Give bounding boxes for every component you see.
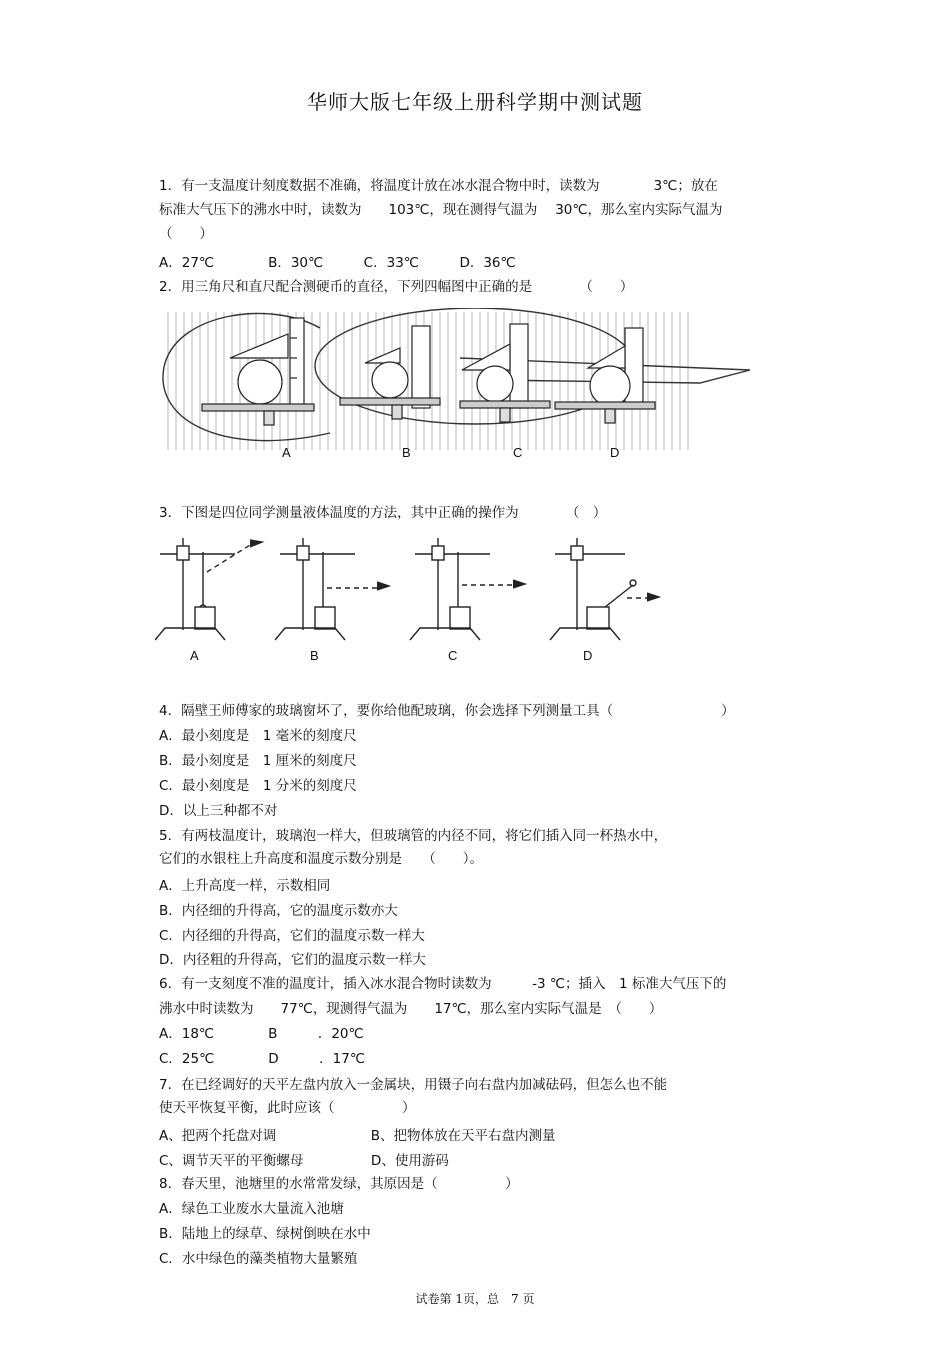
q2-label-d: D xyxy=(610,445,620,460)
page-title: 华师大版七年级上册科学期中测试题 xyxy=(307,90,643,114)
q8-option-a: A．绿色工业废水大量流入池塘 xyxy=(159,1201,344,1217)
q5-option-c: C．内径细的升得高，它们的温度示数一样大 xyxy=(159,928,425,944)
q2-label-c: C xyxy=(513,445,523,460)
q8-text: 8．春天里，池塘里的水常常发绿，其原因是（ ） xyxy=(159,1176,519,1192)
q4-option-d: D．以上三种都不对 xyxy=(159,803,278,819)
q3-label-c: C xyxy=(448,648,458,663)
q2-text: 2．用三角尺和直尺配合测硬币的直径，下列四幅图中正确的是 （ ） xyxy=(159,279,634,295)
q1-line3: （ ） xyxy=(159,226,213,242)
q3-label-d: D xyxy=(583,648,593,663)
q1-line1: 1．有一支温度计刻度数据不准确，将温度计放在冰水混合物中时，读数为 3℃；放在 xyxy=(159,178,718,194)
q4-option-a: A．最小刻度是 1 毫米的刻度尺 xyxy=(159,728,357,744)
q4-text: 4．隔壁王师傅家的玻璃窗坏了，要你给他配玻璃，你会选择下列测量工具（ ） xyxy=(159,703,735,719)
q1-line2: 标准大气压下的沸水中时，读数为 103℃，现在测得气温为 30℃，那么室内实际气温为 xyxy=(159,202,723,218)
q2-label-a: A xyxy=(282,445,291,460)
q7-options-cd: C、调节天平的平衡螺母 D、使用游码 xyxy=(159,1153,449,1169)
q3-label-b: B xyxy=(310,648,319,663)
q8-option-c: C．水中绿色的藻类植物大量繁殖 xyxy=(159,1251,358,1267)
page-footer: 试卷第 1页，总 7 页 xyxy=(415,1292,535,1306)
q5-option-b: B．内径细的升得高，它的温度示数亦大 xyxy=(159,903,398,919)
q5-line1: 5．有两枝温度计，玻璃泡一样大，但玻璃管的内径不同，将它们插入同一杯热水中， xyxy=(159,828,668,844)
q6-line1: 6．有一支刻度不准的温度计，插入冰水混合物时读数为 -3 ℃；插入 1 标准大气压下的 xyxy=(159,976,727,992)
q6-options-cd: C．25℃ D ．17℃ xyxy=(159,1051,365,1067)
q4-option-c: C．最小刻度是 1 分米的刻度尺 xyxy=(159,778,357,794)
q5-option-d: D．内径粗的升得高，它们的温度示数一样大 xyxy=(159,952,426,968)
q6-line2: 沸水中时读数为 77℃，现测得气温为 17℃，那么室内实际气温是 （ ） xyxy=(159,1001,663,1017)
q5-line2: 它们的水银柱上升高度和温度示数分别是 （ ）。 xyxy=(159,851,483,867)
q1-options: A．27℃ B．30℃ C．33℃ D．36℃ xyxy=(159,255,516,271)
q2-label-b: B xyxy=(402,445,411,460)
q6-options-ab: A．18℃ B ．20℃ xyxy=(159,1026,364,1042)
q8-option-b: B．陆地上的绿草、绿树倒映在水中 xyxy=(159,1226,371,1242)
q7-line2: 使天平恢复平衡，此时应该（ ） xyxy=(159,1100,416,1116)
q3-label-a: A xyxy=(190,648,199,663)
q7-options-ab: A、把两个托盘对调 B、把物体放在天平右盘内测量 xyxy=(159,1128,556,1144)
q3-text: 3．下图是四位同学测量液体温度的方法，其中正确的操作为 （ ） xyxy=(159,505,607,521)
q3-figure xyxy=(155,530,695,645)
q5-option-a: A．上升高度一样，示数相同 xyxy=(159,878,331,894)
q2-figure xyxy=(160,308,760,458)
q7-line1: 7．在已经调好的天平左盘内放入一金属块，用镊子向右盘内加减砝码，但怎么也不能 xyxy=(159,1077,668,1093)
q4-option-b: B．最小刻度是 1 厘米的刻度尺 xyxy=(159,753,357,769)
